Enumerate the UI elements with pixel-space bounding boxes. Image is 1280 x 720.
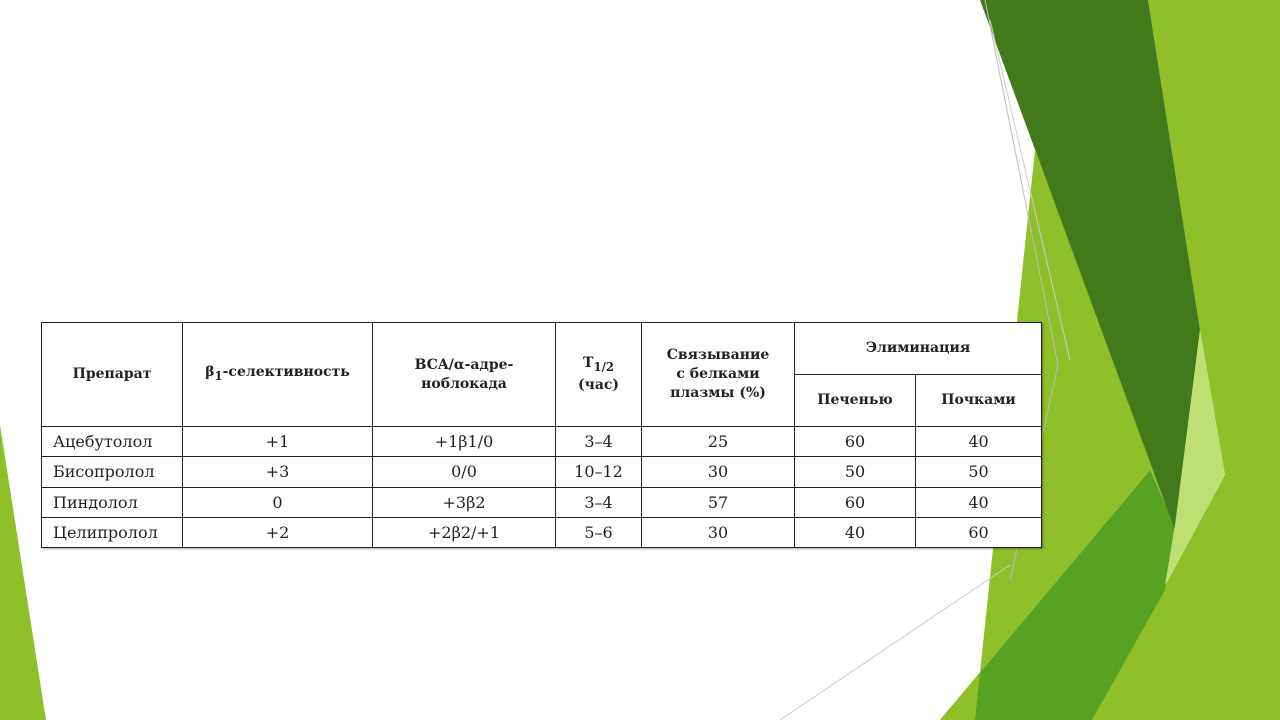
cell-selectivity: +3 [183,457,373,487]
cell-kidneys: 40 [916,427,1042,457]
table-container [41,322,1041,548]
cell-half-life: 3–4 [556,487,642,517]
cell-drug: Пиндолол [42,487,183,517]
cell-bca: +1β1/0 [373,427,556,457]
cell-drug: Целипролол [42,517,183,547]
header-elimination: Элиминация [795,323,1042,375]
cell-binding: 57 [642,487,795,517]
cell-binding: 30 [642,457,795,487]
header-drug: Препарат [42,323,183,427]
cell-liver: 60 [795,487,916,517]
cell-liver: 50 [795,457,916,487]
cell-binding: 25 [642,427,795,457]
cell-liver: 60 [795,427,916,457]
header-selectivity: $\beta_1$-селективность [183,323,373,427]
cell-half-life: 3–4 [556,427,642,457]
table-row [42,487,1042,517]
cell-drug: Ацебутолол [42,427,183,457]
cell-half-life: 10–12 [556,457,642,487]
beta-blocker-table [41,322,1042,548]
table-row [42,517,1042,547]
cell-kidneys: 40 [916,487,1042,517]
cell-kidneys: 50 [916,457,1042,487]
cell-drug: Бисопролол [42,457,183,487]
left-lime-shape [0,425,46,720]
cell-liver: 40 [795,517,916,547]
cell-bca: +2β2/+1 [373,517,556,547]
cell-bca: +3β2 [373,487,556,517]
cell-kidneys: 60 [916,517,1042,547]
header-liver: Печенью [795,375,916,427]
header-half-life: $T_{1/2}$ (час) [556,323,642,427]
cell-half-life: 5–6 [556,517,642,547]
cell-selectivity: 0 [183,487,373,517]
cell-binding: 30 [642,517,795,547]
cell-selectivity: +2 [183,517,373,547]
table-row [42,427,1042,457]
table-row [42,457,1042,487]
cell-selectivity: +1 [183,427,373,457]
header-bca: BCA/α-адре- ноблокада [373,323,556,427]
cell-bca: 0/0 [373,457,556,487]
header-binding: Связывание с белками плазмы (%) [642,323,795,427]
header-kidneys: Почками [916,375,1042,427]
